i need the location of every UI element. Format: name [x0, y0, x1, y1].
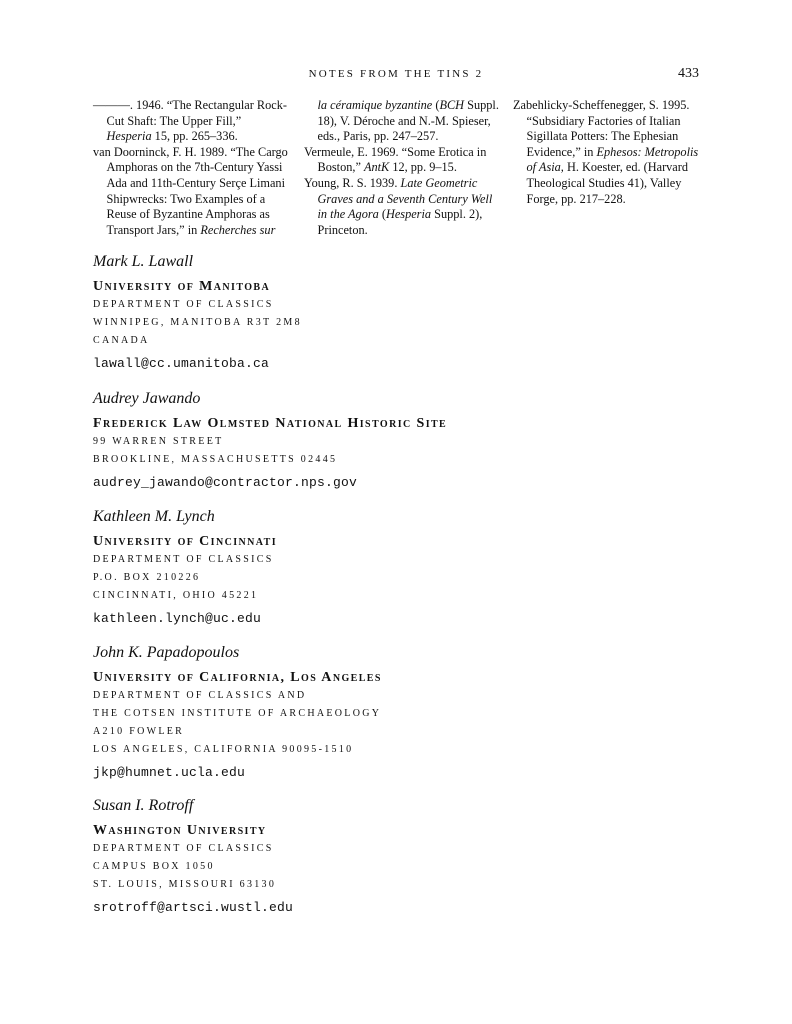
address-line: LOS ANGELES, CALIFORNIA 90095-1510 [93, 744, 354, 755]
contributor-block [93, 643, 693, 781]
address-line: DEPARTMENT OF CLASSICS [93, 299, 274, 310]
contributor-institution: Frederick Law Olmsted National Historic Site [93, 416, 448, 431]
reference-entry: van Doorninck, F. H. 1989. “The Cargo Amphoras on the 7th-Century Yassi Ada and 11th-Century Serçe Limani Shipwrecks: Two Examples of a Reuse of Byzantine Amphoras as Transport Jars,” in Recherches sur [93, 144, 288, 237]
contributor-block [93, 507, 693, 627]
contributor-name: John K. Papadopoulos [93, 644, 240, 661]
contributor-email[interactable]: lawall@cc.umanitoba.ca [93, 356, 270, 371]
contributor-email[interactable]: jkp@humnet.ucla.edu [93, 765, 246, 780]
address-line: A210 FOWLER [93, 726, 185, 737]
reference-entry: Young, R. S. 1939. Late Geometric Graves and a Seventh Century Well in the Agora (Hesperia Suppl. 2), Princeton. [304, 175, 493, 237]
contributor-email[interactable]: audrey_jawando@contractor.nps.gov [93, 475, 358, 490]
reference-entry-continued: la céramique byzantine (BCH Suppl. 18), V. Déroche and N.-M. Spieser, eds., Paris, pp. 247–257. [317, 98, 499, 144]
address-line: DEPARTMENT OF CLASSICS [93, 843, 274, 854]
contributor-institution: University of Manitoba [93, 279, 271, 294]
contributor-block [93, 252, 693, 372]
contributor-institution: University of Cincinnati [93, 534, 277, 549]
contributor-name: Mark L. Lawall [93, 253, 194, 270]
reference-entry: Vermeule, E. 1969. “Some Erotica in Boston,” AntK 12, pp. 9–15. [304, 144, 487, 175]
address-line: BROOKLINE, MASSACHUSETTS 02445 [93, 454, 338, 465]
address-line: CAMPUS BOX 1050 [93, 861, 215, 872]
contributor-email[interactable]: srotroff@artsci.wustl.edu [93, 900, 294, 915]
contributor-institution: Washington University [93, 823, 267, 838]
address-line: DEPARTMENT OF CLASSICS AND [93, 690, 307, 701]
contributor-name: Audrey Jawando [93, 390, 201, 407]
address-line: DEPARTMENT OF CLASSICS [93, 554, 274, 565]
address-line: WINNIPEG, MANITOBA R3T 2M8 [93, 317, 302, 328]
contributor-email[interactable]: kathleen.lynch@uc.edu [93, 611, 262, 626]
running-head: NOTES FROM THE TINS 2 [308, 68, 484, 80]
address-line: P.O. BOX 210226 [93, 572, 201, 583]
contributor-name: Kathleen M. Lynch [93, 508, 215, 525]
reference-entry: ———. 1946. “The Rectangular Rock-Cut Shaft: The Upper Fill,” Hesperia 15, pp. 265–336. [93, 98, 287, 144]
address-line: THE COTSEN INSTITUTE OF ARCHAEOLOGY [93, 708, 382, 719]
references-column-1 [93, 98, 288, 238]
contributor-block [93, 389, 693, 491]
page-number: 433 [678, 66, 699, 81]
address-line: 99 WARREN STREET [93, 436, 224, 447]
reference-entry: Zabehlicky-Scheffenegger, S. 1995. “Subsidiary Factories of Italian Sigillata Potters: The Ephesian Evidence,” in Ephesos: Metropolis of Asia, H. Koester, ed. (Harvard Theological Studies 41), Valley Forge, pp. 217–228. [513, 98, 699, 206]
contributor-institution: University of California, Los Angeles [93, 670, 382, 685]
contributor-block [93, 796, 693, 916]
address-line: CANADA [93, 335, 150, 346]
address-line: CINCINNATI, OHIO 45221 [93, 590, 259, 601]
references-column-3 [513, 98, 708, 207]
references-column-2 [304, 98, 499, 238]
address-line: ST. LOUIS, MISSOURI 63130 [93, 879, 277, 890]
contributor-name: Susan I. Rotroff [93, 797, 194, 814]
